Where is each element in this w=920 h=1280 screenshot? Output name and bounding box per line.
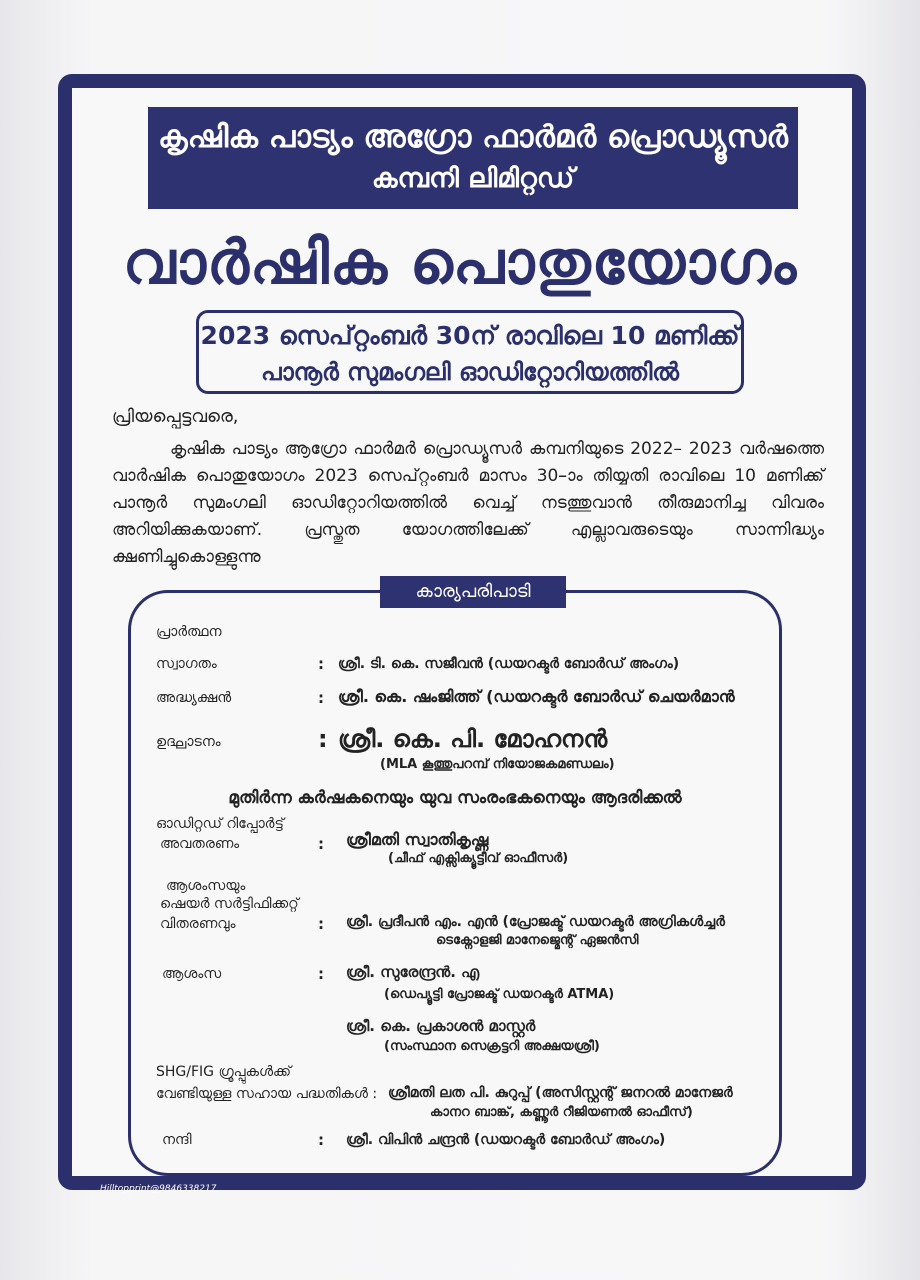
organisation-name-line1: കൃഷിക പാട്യം അഗ്രോ ഫാർമർ പ്രൊഡ്യൂസർ: [158, 119, 788, 155]
shg-label-line2: വേണ്ടിയുള്ള സഹായ പദ്ധതികൾ :: [156, 1086, 378, 1102]
welcome-label: സ്വാഗതം: [156, 656, 217, 672]
inauguration-label: ഉദ്ഘാടനം: [156, 734, 221, 750]
greetings-speaker-1: ശ്രീ. സുരേന്ദ്രൻ. എ: [346, 963, 480, 981]
invitation-paragraph: കൃഷിക പാട്യം ആഗ്രോ ഫാർമർ പ്രൊഡ്യൂസർ കമ്പനിയുടെ 2022– 2023 വർഷത്തെ വാർഷിക പൊതുയോഗം 2023 സെപ്റ്റംബർ മാസം 30–ാം തിയ്യതി രാവിലെ 10 മണിക്ക് പാനൂർ സുമംഗലി ഓഡിറ്റോറിയത്തിൽ വെച്ച് നടത്തുവാൻ തീരുമാനിച്ച വിവരം അറിയിക്കുകയാണ്. പ്രസ്തുത യോഗത്തിലേക്ക് എല്ലാവരുടെയും സാന്നിദ്ധ്യം ക്ഷണിച്ചുകൊള്ളുന്നു: [112, 439, 824, 567]
inauguration-designation: (MLA കൂത്തുപറമ്പ് നിയോജകമണ്ഡലം): [380, 757, 615, 772]
certificate-speaker: ശ്രീ. പ്രദീപൻ എം. എൻ (പ്രോജക്ട് ഡയറക്ടർ അഗ്രികൾച്ചർ: [346, 914, 725, 930]
salutation: പ്രിയപ്പെട്ടവരെ,: [112, 406, 239, 427]
greetings-speaker-2-designation: (സംസ്ഥാന സെക്രട്ടറി അക്ഷയശ്രീ): [384, 1039, 600, 1054]
meeting-date: 2023 സെപ്റ്റംബർ 30ന് രാവിലെ 10 മണിക്ക്: [200, 321, 740, 350]
inauguration-speaker: ശ്രീ. കെ. പി. മോഹനൻ: [338, 725, 608, 753]
welcome-colon: :: [318, 655, 324, 673]
vote-of-thanks-colon: :: [318, 1131, 324, 1149]
vote-of-thanks-speaker: ശ്രീ. വിപിൻ ചന്ദ്രൻ (ഡയറക്ടർ ബോർഡ് അംഗം): [346, 1132, 666, 1148]
shg-label-line1: SHG/FIG ഗ്രൂപ്പുകൾക്ക്: [156, 1064, 291, 1080]
shg-speaker-office: കാനറ ബാങ്ക്, കണ്ണൂർ റീജിയണൽ ഓഫീസ്): [430, 1105, 693, 1120]
audit-colon: :: [318, 835, 324, 853]
honour-ceremony: മുതിർന്ന കർഷകനെയും യുവ സംരംഭകനെയും ആദരിക്കൽ: [228, 788, 682, 808]
printer-credit: Hilltopprint@9846338217: [100, 1184, 217, 1194]
programme-heading: കാര്യപരിപാടി: [380, 576, 566, 608]
greetings-speaker-1-designation: (ഡെപ്യൂട്ടി പ്രോജക്ട് ഡയറക്ടർ ATMA): [384, 987, 615, 1002]
welcome-speaker: ശ്രീ. ടി. കെ. സജീവൻ (ഡയറക്ടർ ബോർഡ് അംഗം): [338, 656, 680, 672]
greetings-colon: :: [318, 965, 324, 983]
president-colon: :: [318, 689, 324, 707]
prayer-label: പ്രാർത്ഥന: [156, 624, 222, 640]
audit-presenter-designation: (ചീഫ് എക്സിക്യൂട്ടീവ് ഓഫീസർ): [388, 851, 569, 866]
meeting-venue: പാനൂർ സുമംഗലി ഓഡിറ്റോറിയത്തിൽ: [260, 358, 680, 386]
audit-report-label: ഓഡിറ്റഡ് റിപ്പോർട്ട്: [156, 816, 284, 832]
vote-of-thanks-label: നന്ദി: [162, 1132, 192, 1148]
certificate-label-line1: ആശംസയും: [166, 878, 246, 894]
shg-speaker: ശ്രീമതി ലത പി. കുറുപ്പ് (അസിസ്റ്റന്റ് ജനറൽ മാനേജർ: [388, 1085, 733, 1101]
page-title: വാർഷിക പൊതുയോഗം: [122, 228, 798, 298]
inauguration-colon: :: [318, 725, 328, 753]
organisation-banner: [148, 107, 798, 209]
certificate-label-line2: ഷെയർ സർട്ടിഫിക്കറ്റ്: [160, 896, 299, 912]
president-label: അദ്ധ്യക്ഷൻ: [156, 690, 232, 706]
certificate-label-line3: വിതരണവും: [160, 916, 236, 932]
president-speaker: ശ്രീ. കെ. ഷംജിത്ത് (ഡയറക്ടർ ബോർഡ് ചെയർമാൻ: [338, 687, 735, 706]
certificate-speaker-agency: ടെക്നോളജി മാനേജ്മെന്റ് ഏജൻസി: [436, 933, 639, 948]
greetings-speaker-2: ശ്രീ. കെ. പ്രകാശൻ മാസ്റ്റർ: [346, 1017, 536, 1035]
audit-presentation-label: അവതരണം: [160, 836, 240, 852]
certificate-colon: :: [318, 915, 324, 933]
organisation-name-line2: കമ്പനി ലിമിറ്റഡ്: [371, 163, 575, 194]
date-venue-box: [196, 310, 744, 394]
greetings-label: ആശംസ: [162, 966, 222, 982]
audit-presenter: ശ്രീമതി സ്വാതികൃഷ്ണ: [346, 830, 489, 849]
